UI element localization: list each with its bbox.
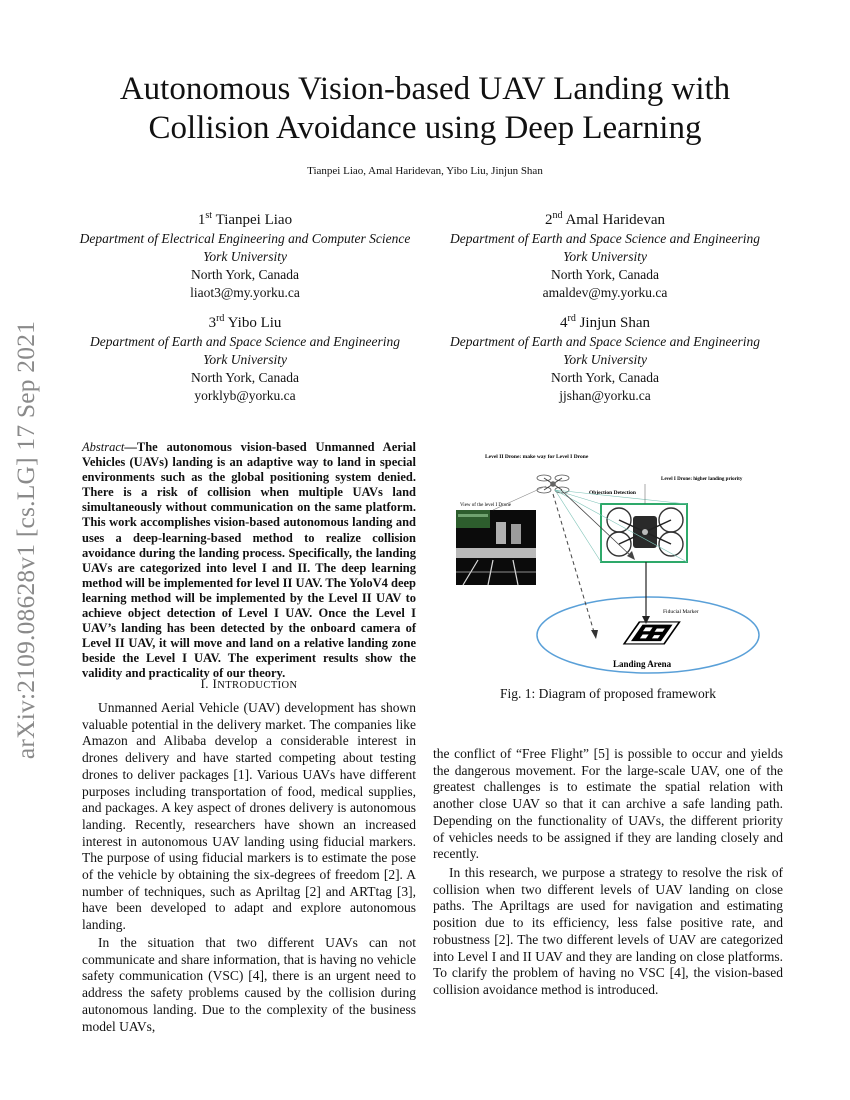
level-2-drone-label: Level II Drone: make way for Level I Drone (485, 454, 589, 460)
author-university: York University (203, 249, 287, 264)
author-city: North York, Canada (551, 267, 659, 282)
camera-view-label: View of the level I Drone (460, 503, 511, 508)
intro-paragraph-1: Unmanned Aerial Vehicle (UAV) development has shown valuable potential in the delivery market. The companies like Amazon and Alibaba develop a considerable interest in drones delivery and have started competing about testing drones to deliver packages [1]. Various UAVs have different purposes including transportation of food, medical supplies, and packages. A key aspect of drones delivery is autonomous landing. Recently, researchers have shown an increased interest in autonomous UAV landing using fiducial markers. The purpose of using fiducial markers is to estimate the pose of the vehicle by obtaining the six-degrees of freedom [2]. A number of techniques, such as Apriltag [2] and ARTtag [3], have been developed to adapt and explore autonomous landing. (82, 700, 416, 933)
author-city: North York, Canada (551, 370, 659, 385)
author-email: jjshan@yorku.ca (559, 388, 651, 403)
author-name: 1st Tianpei Liao (197, 210, 293, 228)
level-1-drone-image (601, 504, 687, 562)
figure-1-caption: Fig. 1: Diagram of proposed framework (500, 686, 716, 701)
framework-diagram (433, 440, 783, 680)
author-email: amaldev@my.yorku.ca (542, 285, 668, 300)
author-name: 4rd Jinjun Shan (559, 313, 651, 331)
camera-view-line (493, 486, 546, 510)
abstract (82, 440, 416, 682)
arxiv-identifier-text: arXiv:2109.08628v1 [cs.LG] 17 Sep 2021 (11, 320, 40, 760)
abstract-lead: Abstract (82, 440, 125, 454)
author-block-1 (60, 206, 430, 302)
section-heading-introduction: I. INTRODUCTION (200, 676, 298, 691)
author-name: 3rd Yibo Liu (208, 313, 282, 331)
author-university: York University (563, 352, 647, 367)
author-department: Department of Earth and Space Science and Engineering (449, 334, 761, 349)
authors-line: Tianpei Liao, Amal Haridevan, Yibo Liu, Jinjun Shan (307, 165, 543, 177)
author-block-3 (60, 309, 430, 405)
fiducial-marker-label: Fiducial Marker (663, 609, 699, 615)
arxiv-identifier (6, 290, 46, 790)
intro-paragraph-4: In this research, we purpose a strategy to resolve the risk of collision when two different levels of UAV landing on close paths. The Apriltags are used for navigation and estimating position due to its efficiency, less false positive rate, and robustness [2]. The two different levels of UAV are categorized into Level I and II UAV and they are landing on close platforms. To clarify the problem of having no VSC [4], the vision-based collision avoidance method is introduced. (433, 865, 783, 997)
author-university: York University (203, 352, 287, 367)
level-2-descent-path (553, 494, 594, 632)
author-email: liaot3@my.yorku.ca (190, 285, 300, 300)
author-city: North York, Canada (191, 267, 299, 282)
object-detection-label: Objection Detection (589, 490, 636, 496)
level-2-descent-arrowhead (591, 630, 598, 639)
level-2-drone-icon (537, 475, 569, 493)
author-department: Department of Earth and Space Science and Engineering (89, 334, 401, 349)
author-department: Department of Earth and Space Science and Engineering (449, 231, 761, 246)
author-department: Department of Electrical Engineering and Computer Science (79, 231, 411, 246)
author-university: York University (563, 249, 647, 264)
abstract-text: The autonomous vision-based Unmanned Aerial Vehicles (UAVs) landing is an adaptive way to land in special environments such as the global positioning system denied. There is a risk of collision when multiple UAVs land simultaneously without communication on the same platform. This work accomplishes vision-based autonomous landing and uses a deep-learning-based method to realize collision avoidance during the landing process. Specifically, the landing UAVs are categorized into level I and II. The deep learning method will be implemented for level II UAV. The YoloV4 deep learning method will be implemented by the Level II UAV to achieve object detection of Level I UAV. Once the Level I UAV’s landing has been detected by the onboard camera of Level II UAV, it will move and land on a relative landing zone beside the Level I UAV. The experiment results show the validity and practicality of our theory. (82, 440, 416, 681)
author-name: 2nd Amal Haridevan (545, 210, 665, 228)
intro-paragraph-3: the conflict of “Free Flight” [5] is possible to occur and yields the dangerous movement. For the large-scale UAV, one of the greatest challenges is to estimate the spatial relation with another close UAV so that it can archive a safe landing path. Depending on the functionality of UAVs, the different priority of vehicles needs to be assigned if they are landing closely and recently. (433, 746, 783, 862)
level-1-drone-label: Level I Drone: higher landing priority (661, 477, 743, 482)
camera-view-image (456, 510, 536, 585)
paper-title: Autonomous Vision-based UAV Landing with Collision Avoidance using Deep Learning (119, 71, 731, 146)
figure-1 (433, 440, 783, 680)
author-email: yorklyb@yorku.ca (194, 388, 296, 403)
abstract-dash: — (124, 440, 137, 454)
fiducial-marker (624, 622, 679, 644)
author-city: North York, Canada (191, 370, 299, 385)
author-block-4 (420, 309, 790, 405)
author-block-2 (420, 206, 790, 302)
intro-paragraph-2: In the situation that two different UAVs can not communicate and share information, that is having no vehicle safety communication (VSC) [4], there is an urgent need to address the safety problems caused by the collision during autonomous landing. Due to the complexity of the business model UAVs, (82, 935, 416, 1034)
landing-arena-label: Landing Arena (613, 659, 672, 669)
